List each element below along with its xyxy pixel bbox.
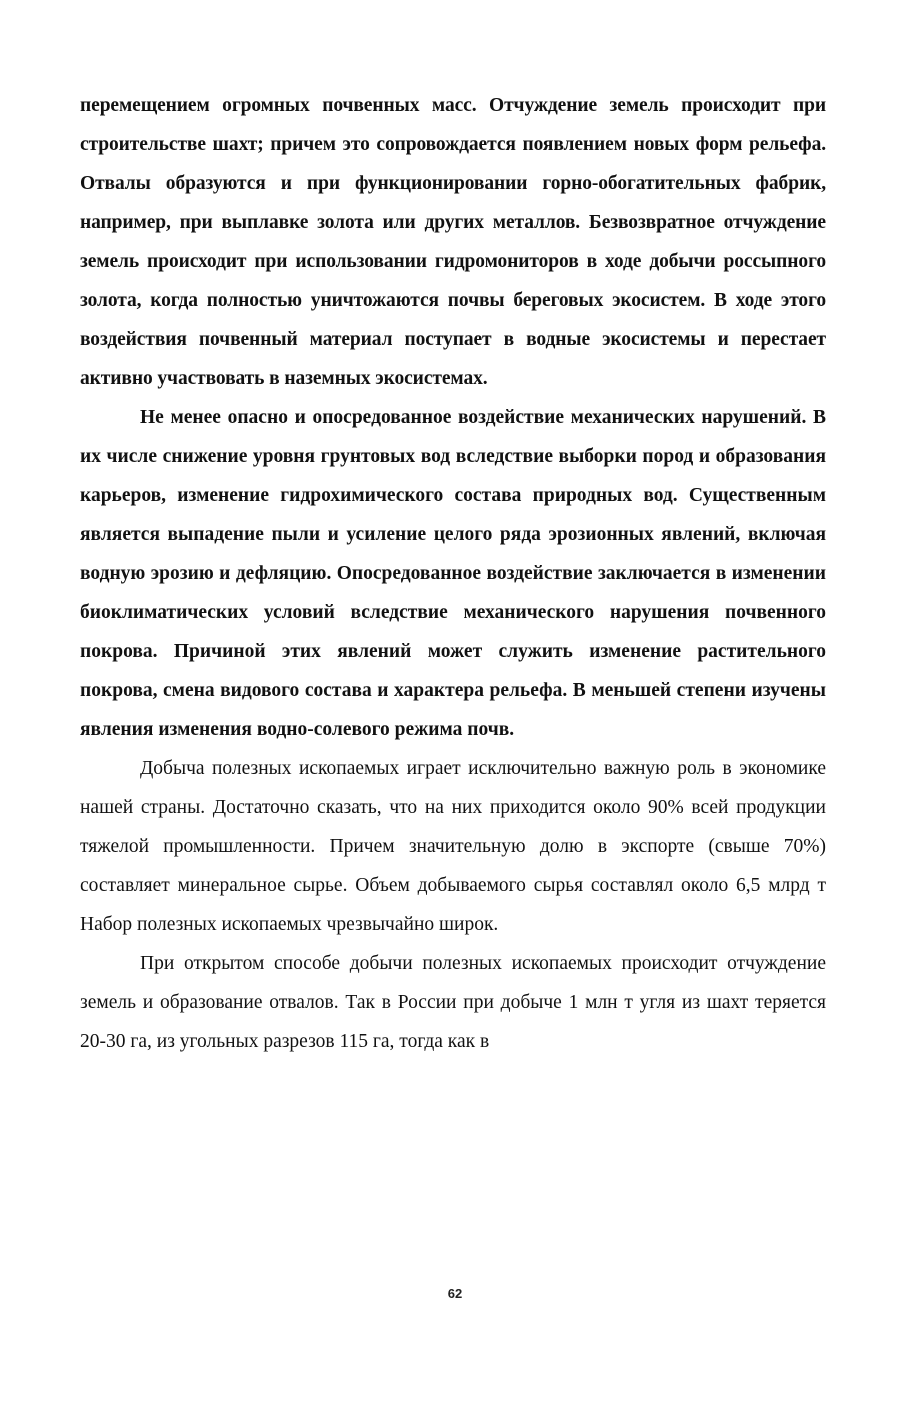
paragraph-4: При открытом способе добычи полезных ископаемых происходит отчуждение земель и образование отвалов. Так в России при добыче 1 млн т угля из шахт теряется 20-30 га, из угольных разрезов 115 га, тогда как в: [80, 953, 826, 1052]
body-text: [80, 86, 826, 1061]
paragraph-2: Не менее опасно и опосредованное воздействие механических нарушений. В их числе снижение уровня грунтовых вод вследствие выборки пород и образования карьеров, изменение гидрохимического состава природных вод. Существенным является выпадение пыли и усиление целого ряда эрозионных явлений, включая водную эрозию и дефляцию. Опосредованное воздействие заключается в изменении биоклиматических условий вследствие механического нарушения почвенного покрова. Причиной этих явлений может служить изменение растительного покрова, смена видового состава и характера рельефа. В меньшей степени изучены явления изменения водно-солевого режима почв.: [80, 407, 826, 740]
paragraph-3: Добыча полезных ископаемых играет исключительно важную роль в экономике нашей страны. Достаточно сказать, что на них приходится около 90% всей продукции тяжелой промышленности. Причем значительную долю в экспорте (свыше 70%) составляет минеральное сырье. Объем добываемого сырья составлял около 6,5 млрд т Набор полезных ископаемых чрезвычайно широк.: [80, 758, 826, 935]
page-number: 62: [447, 1286, 463, 1301]
paragraph-1: перемещением огромных почвенных масс. Отчуждение земель происходит при строительстве шахт; причем это сопровождается появлением новых форм рельефа. Отвалы образуются и при функционировании горно-обогатительных фабрик, например, при выплавке золота или других металлов. Безвозвратное отчуждение земель происходит при использовании гидромониторов в ходе добычи россыпного золота, когда полностью уничтожаются почвы береговых экосистем. В ходе этого воздействия почвенный материал поступает в водные экосистемы и перестает активно участвовать в наземных экосистемах.: [80, 95, 826, 389]
